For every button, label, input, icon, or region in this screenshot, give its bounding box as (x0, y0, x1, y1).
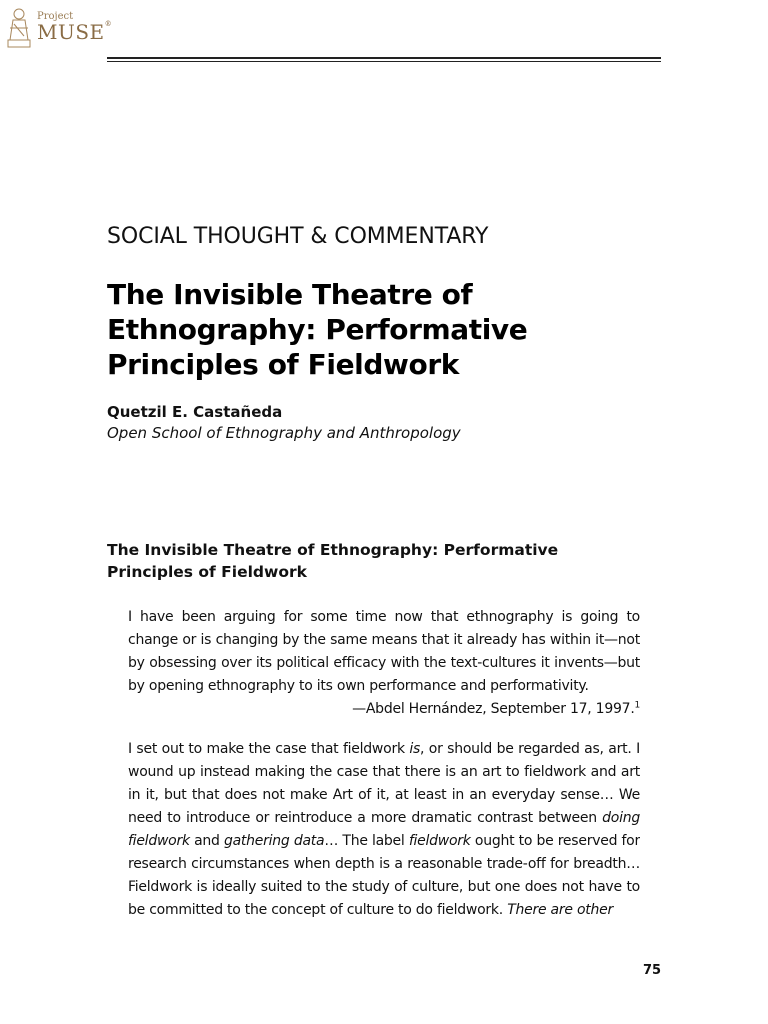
project-muse-logo[interactable] (4, 6, 124, 52)
body-paragraph: I set out to make the case that fieldwork is, or should be regarded as, art. I wound up instead making the case that there is an art to fieldwork and art in it, but that does not make Art of it, at least in an everyday sense… We need to introduce or reintroduce a more dramatic contrast between doing fieldwork and gathering data… The label fieldwork ought to be reserved for research circumstances when depth is a reasonable trade-off for breadth… Fieldwork is ideally suited to the study of culture, but one does not have to be committed to the concept of culture to do fieldwork. There are other (128, 741, 640, 918)
muse-emblem-icon (4, 6, 34, 50)
page-number: 75 (643, 963, 662, 978)
header-rule-thin (107, 61, 661, 62)
title-line: Principles of Fieldwork (107, 348, 459, 381)
title-line: The Invisible Theatre of (107, 278, 473, 311)
epigraph-attribution: —Abdel Hernández, September 17, 1997.$^1$ (352, 700, 640, 717)
title-line: Ethnography: Performative (107, 313, 528, 346)
logo-muse-text: MUSE® (37, 20, 113, 44)
epigraph-text: I have been arguing for some time now that ethnography is going to change or is changing by the same means that it already has within it—not by obsessing over its political efficacy with the text-cultures it invents—but by opening ethnography to its own performance and performativity. (128, 609, 640, 694)
author-affiliation: Open School of Ethnography and Anthropology (107, 424, 461, 442)
article-title (107, 277, 707, 382)
section-heading-line: Principles of Fieldwork (107, 563, 307, 581)
section-heading-line: The Invisible Theatre of Ethnography: Performative (107, 541, 559, 559)
header-rule-thick (107, 57, 661, 59)
author-name: Quetzil E. Castañeda (107, 403, 283, 421)
section-label: SOCIAL THOUGHT & COMMENTARY (107, 224, 489, 249)
section-heading (107, 539, 667, 583)
footnote-marker[interactable]: 1 (634, 700, 640, 711)
epigraph (128, 606, 640, 721)
logo-project-text: Project (37, 11, 74, 22)
